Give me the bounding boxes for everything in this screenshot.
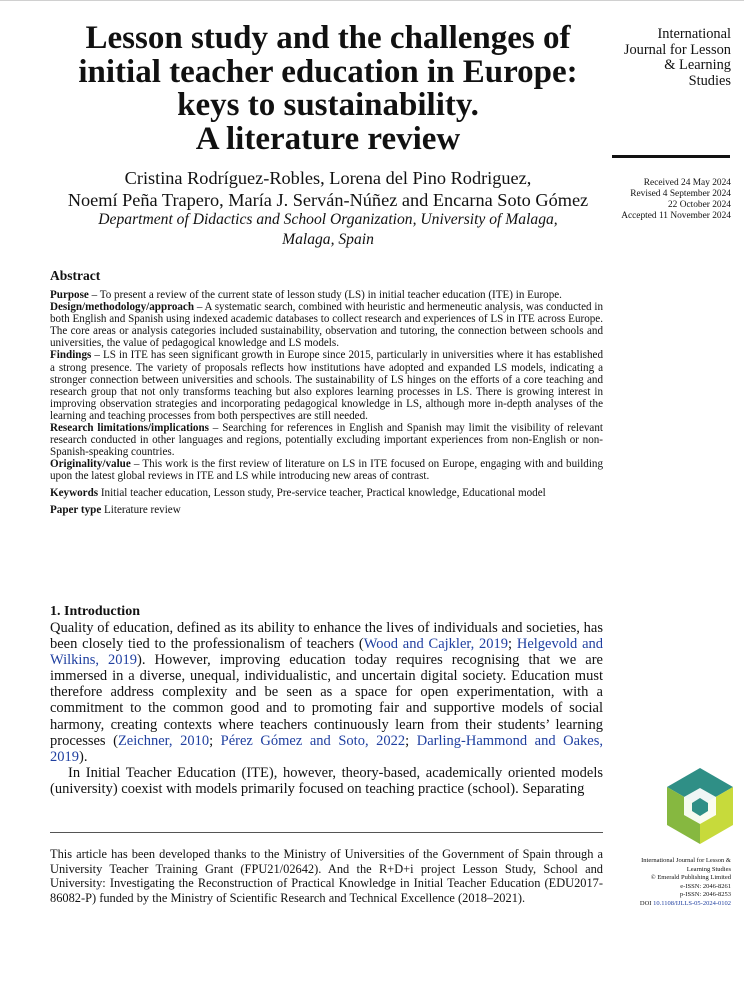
citation-link[interactable]: Wood and Cajkler, 2019 [363,636,509,653]
footnote-divider [50,832,603,833]
paper-type: Paper type Literature review [50,503,181,516]
paragraph-text: Quality of education, defined as its ability to enhance the lives of individuals and societies, has been closely tied to the professionalism of teachers ( [50,620,603,653]
citation-link[interactable]: Helgevold and Wilkins, 2019 [50,636,604,669]
keywords: Keywords Initial teacher education, Lesson study, Pre-service teacher, Practical knowledge, Educational model [50,486,546,499]
introduction-paragraph-2: In Initial Teacher Education (ITE), however, theory-based, academically oriented models (university) coexist with models primarily focused on teaching practice (school). Separating [50,764,603,797]
introduction [50,603,603,797]
abstract-limitations: Research limitations/implications – Searching for references in English and Spanish may limit the visibility of relevant research conducted in other languages and regions, potentially excluding important experiences from non-English or non-Spanish-speaking countries. [50,422,603,459]
paragraph-text: ; [209,732,221,749]
publisher-info: International Journal for Lesson & Learning Studies © Emerald Publishing Limited e-ISSN: 2046-8261 p-ISSN: 2046-8253 DOI 10.1108/IJLLS-05-2024-0102 [591,857,731,908]
introduction-paragraph-1 [50,620,603,765]
introduction-heading: 1. Introduction [50,604,140,619]
emerald-logo [667,768,733,844]
authors: Cristina Rodríguez-Robles, Lorena del Pino Rodriguez, Noemí Peña Trapero, María J. Serván-Núñez and Encarna Soto Gómez [67,168,589,210]
paragraph-text: ; [405,732,417,749]
citation-link[interactable]: Darling-Hammond and Oakes, 2019 [50,732,603,765]
paragraph-text: ; [508,636,517,653]
abstract-purpose: Purpose – To present a review of the current state of lesson study (LS) in initial teacher education (ITE) in Europe. [50,289,562,301]
abstract-findings: Findings – LS in ITE has seen significant growth in Europe since 2015, particularly in universities where it has established a strong presence. The variety of proposals reflects how institutions have adopted and expanded LS models, indicating a stronger connection between universities and schools. The sustainability of LS hinges on the efforts of a core teaching and research group that not only transforms teaching but also explores learning processes in LS. There is growing interest in improving observation strategies and incorporating pedagogical knowledge in LS, although more in-depth analyses of the learning and teaching processes from both perspectives are still needed. [50,349,603,422]
top-rule [0,0,744,1]
abstract-heading: Abstract [50,268,101,283]
doi-link[interactable]: 10.1108/IJLLS-05-2024-0102 [653,899,731,907]
abstract [50,268,603,516]
submission-dates: Received 24 May 2024 Revised 4 September 2024 22 October 2024 Accepted 11 November 2024 [621,178,731,221]
journal-divider [612,155,730,158]
abstract-design: Design/methodology/approach – A systematic search, combined with heuristic and hermeneutic analysis, was conducted in both English and Spanish using indexed academic databases to collect research and experiences of LS in ITE across Europe. The core areas or analysis categories included sustainability, observation and tutoring, the connection between schools and universities, the value of pedagogical knowledge and LS models. [50,301,603,350]
funding-footnote: This article has been developed thanks to the Ministry of Universities of the Government of Spain through a University Teacher Training Grant (FPU21/02642). And the R+D+i project Lesson Study, School and University: Investigating the Reconstruction of Practical Knowledge in Initial Teacher Education (EDU2017-86082-P) funded by the Ministry of Scientific Research and Technical Excellence (2018–2021). [50,847,603,905]
citation-link[interactable]: Zeichner, 2010 [117,732,210,749]
doi-line: DOI 10.1108/IJLLS-05-2024-0102 [639,899,731,907]
paragraph-text: ). [79,748,88,765]
citation-link[interactable]: Pérez Gómez and Soto, 2022 [220,732,406,749]
abstract-originality: Originality/value – This work is the first review of literature on LS in ITE focused on Europe, engaging with and building upon the latest global reviews in ITE and LS while introducing new areas of contrast. [50,458,603,483]
paper-title: Lesson study and the challenges of initial teacher education in Europe: keys to sustainability. A literature review [78,20,578,157]
journal-name: International Journal for Lesson & Learning Studies [623,26,731,89]
paragraph-text: ). However, improving education today requires recognising that we are immersed in a diverse, unequal, individualistic, and uncertain digital society. Education must therefore address complexity and be seen as a space for open experimentation, with a commitment to the common good and to promoting fair and supportive models of social harmony, creating contexts where teachers continuously learn from their students’ learning processes ( [50,652,603,749]
affiliation: Department of Didactics and School Organization, University of Malaga, Malaga, Spain [98,211,558,248]
